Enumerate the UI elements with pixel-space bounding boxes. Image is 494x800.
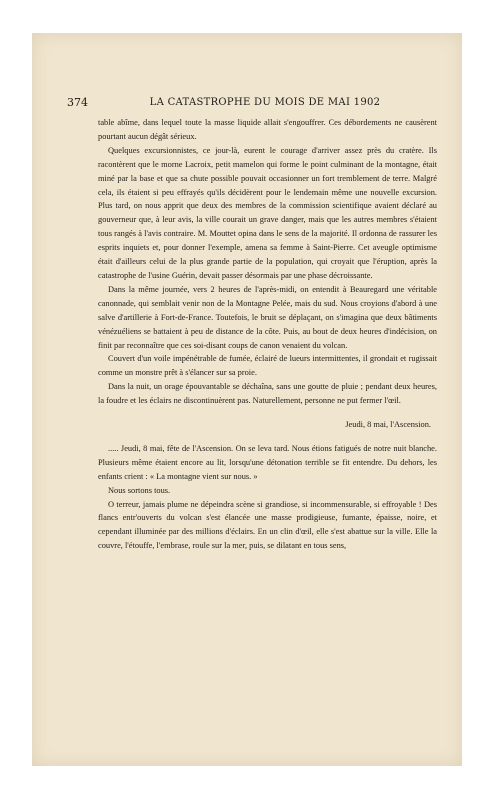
paragraph: Dans la nuit, un orage épouvantable se déchaîna, sans une goutte de pluie ; pendant deux heures, la foudre et les éclairs ne discontinuèrent pas. Naturellement, personne ne put fermer l'œil. bbox=[98, 382, 437, 406]
paragraph: Dans la même journée, vers 2 heures de l'après-midi, on entendit à Beauregard une véritable canonnade, qui semblait venir non de la Montagne Pelée, mais du sud. Nous croyions d'abord à une salve d'artillerie à Fort-de-France. Toutefois, le bruit se déplaçant, on s'imagina que deux bâtiments vénézuéliens se battaient à peu de distance de la côte. Puis, au bout de deux heures d'indécision, on finit par reconnaître que ces soi-disant coups de canon venaient du volcan. bbox=[98, 284, 437, 350]
paragraph: ..... Jeudi, 8 mai, fête de l'Ascension. On se leva tard. Nous étions fatigués de notre nuit blanche. Plusieurs même étaient encore au lit, lorsqu'une détonation terrible se fit entendre. Du dehors, les enfants crient : « La montagne vient sur nous. » bbox=[98, 443, 437, 481]
paragraph: Couvert d'un voile impénétrable de fumée, éclairé de lueurs intermittentes, il grondait et rugissait comme un monstre prêt à s'élancer sur sa proie. bbox=[98, 354, 437, 378]
paragraph: table abîme, dans lequel toute la masse liquide allait s'engouffrer. Ces débordements ne causèrent pourtant aucun dégât sérieux. bbox=[98, 118, 437, 141]
paragraph: Nous sortons tous. bbox=[108, 485, 171, 495]
dateline: Jeudi, 8 mai, l'Ascension. bbox=[345, 420, 431, 430]
running-title: LA CATASTROPHE DU MOIS DE MAI 1902 bbox=[149, 97, 381, 108]
paragraph: O terreur, jamais plume ne dépeindra scène si grandiose, si incommensurable, si effroyable ! Des flancs entr'ouverts du volcan s'est élancée une masse prodigieuse, fumante, épaisse, noire, et cependant illuminée par des millions d'éclairs. En un clin d'œil, elle s'est abattue sur la ville. Elle la couvre, l'étouffe, l'embrase, roule sur la mer, puis, se dilatant en tous sens, bbox=[98, 499, 437, 551]
page-body bbox=[98, 116, 437, 553]
paragraph: Quelques excursionnistes, ce jour-là, eurent le courage d'arriver assez près du cratère. Ils racontèrent que le morne Lacroix, petit mamelon qui forme le point culminant de la montagne, était miné par la base et que sa chute possible pouvait occasionner un fort tremblement de terre. Malgré cela, ils étaient si peu effrayés qu'ils décidèrent pour le lendemain même une nouvelle excursion. Plus tard, on nous apprit que deux des membres de la commission scientifique avaient déclaré au gouverneur que, à leur avis, la ville courait un grave danger, mais que les autres membres s'étaient tous rangés à l'avis contraire. M. Mouttet opina dans le sens de la majorité. Il ordonna de rassurer les esprits inquiets et, pour donner l'exemple, amena sa femme à Saint-Pierre. Cet aveugle optimisme était d'ailleurs celui de la plus grande partie de la population, qui croyait que l'éruption, après la catastrophe de l'usine Guérin, devait passer désormais par une phase décroissante. bbox=[98, 145, 437, 280]
page-number: 374 bbox=[67, 96, 88, 109]
